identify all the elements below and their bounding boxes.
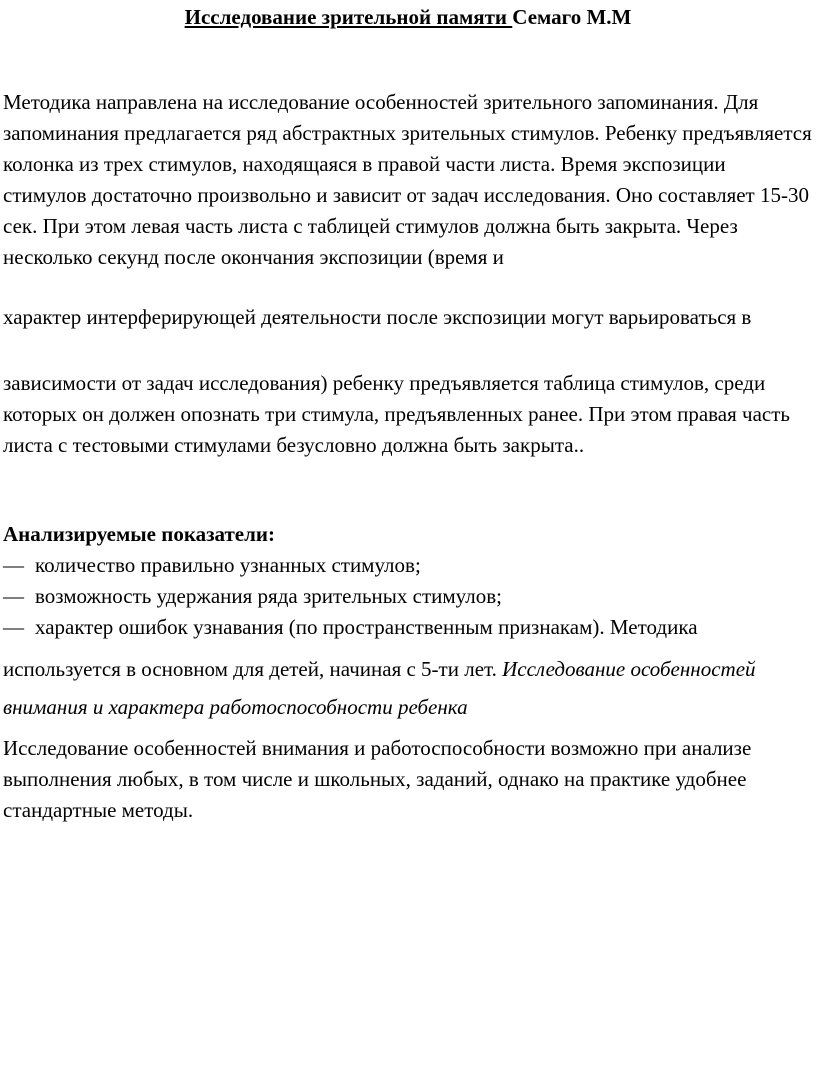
document-title — [0, 3, 816, 31]
list-item-text: возможность удержания ряда зрительных стимулов; — [35, 584, 502, 608]
list-item — [3, 550, 813, 581]
list-item — [3, 612, 813, 643]
dash-marker: — — [3, 553, 24, 577]
indicators-list — [3, 550, 813, 643]
paragraph-age-usage — [3, 650, 813, 726]
paragraph-attention-study: Исследование особенностей внимания и работоспособности возможно при анализе выполнения любых, в том числе и школьных, заданий, однако на практике удобнее стандартные методы. — [3, 736, 752, 822]
list-item-text: количество правильно узнанных стимулов; — [35, 553, 421, 577]
section-subheading-italic: Исследование особенностей внимания и характера работоспособности ребенка — [3, 657, 756, 719]
age-usage-text: используется в основном для детей, начиная с 5-ти лет. — [3, 657, 503, 681]
paragraph-interference: характер интерферирующей деятельности после экспозиции могут варьироваться в — [3, 305, 752, 329]
list-item — [3, 581, 813, 612]
list-item-text: характер ошибок узнавания (по пространственным признакам). Методика — [35, 615, 698, 639]
paragraph-recognition: зависимости от задач исследования) ребенку предъявляется таблица стимулов, среди которых он должен опознать три стимула, предъявленных ранее. При этом правая часть листа с тестовыми стимулами безусловно должна быть закрыта.. — [3, 371, 790, 457]
title-main: Исследование зрительной памяти — [184, 5, 513, 29]
indicators-heading: Анализируемые показатели: — [3, 522, 276, 546]
dash-marker: — — [3, 615, 24, 639]
dash-marker: — — [3, 584, 24, 608]
title-author: Семаго М.М — [512, 5, 632, 29]
paragraph-method-description: Методика направлена на исследование особенностей зрительного запоминания. Для запоминания предлагается ряд абстрактных зрительных стимулов. Ребенку предъявляется колонка из трех стимулов, находящаяся в правой части листа. Время экспозиции стимулов достаточно произвольно и зависит от задач исследования. Оно составляет 15-30 сек. При этом левая часть листа с таблицей стимулов должна быть закрыта. Через несколько секунд после окончания экспозиции (время и — [3, 90, 812, 269]
